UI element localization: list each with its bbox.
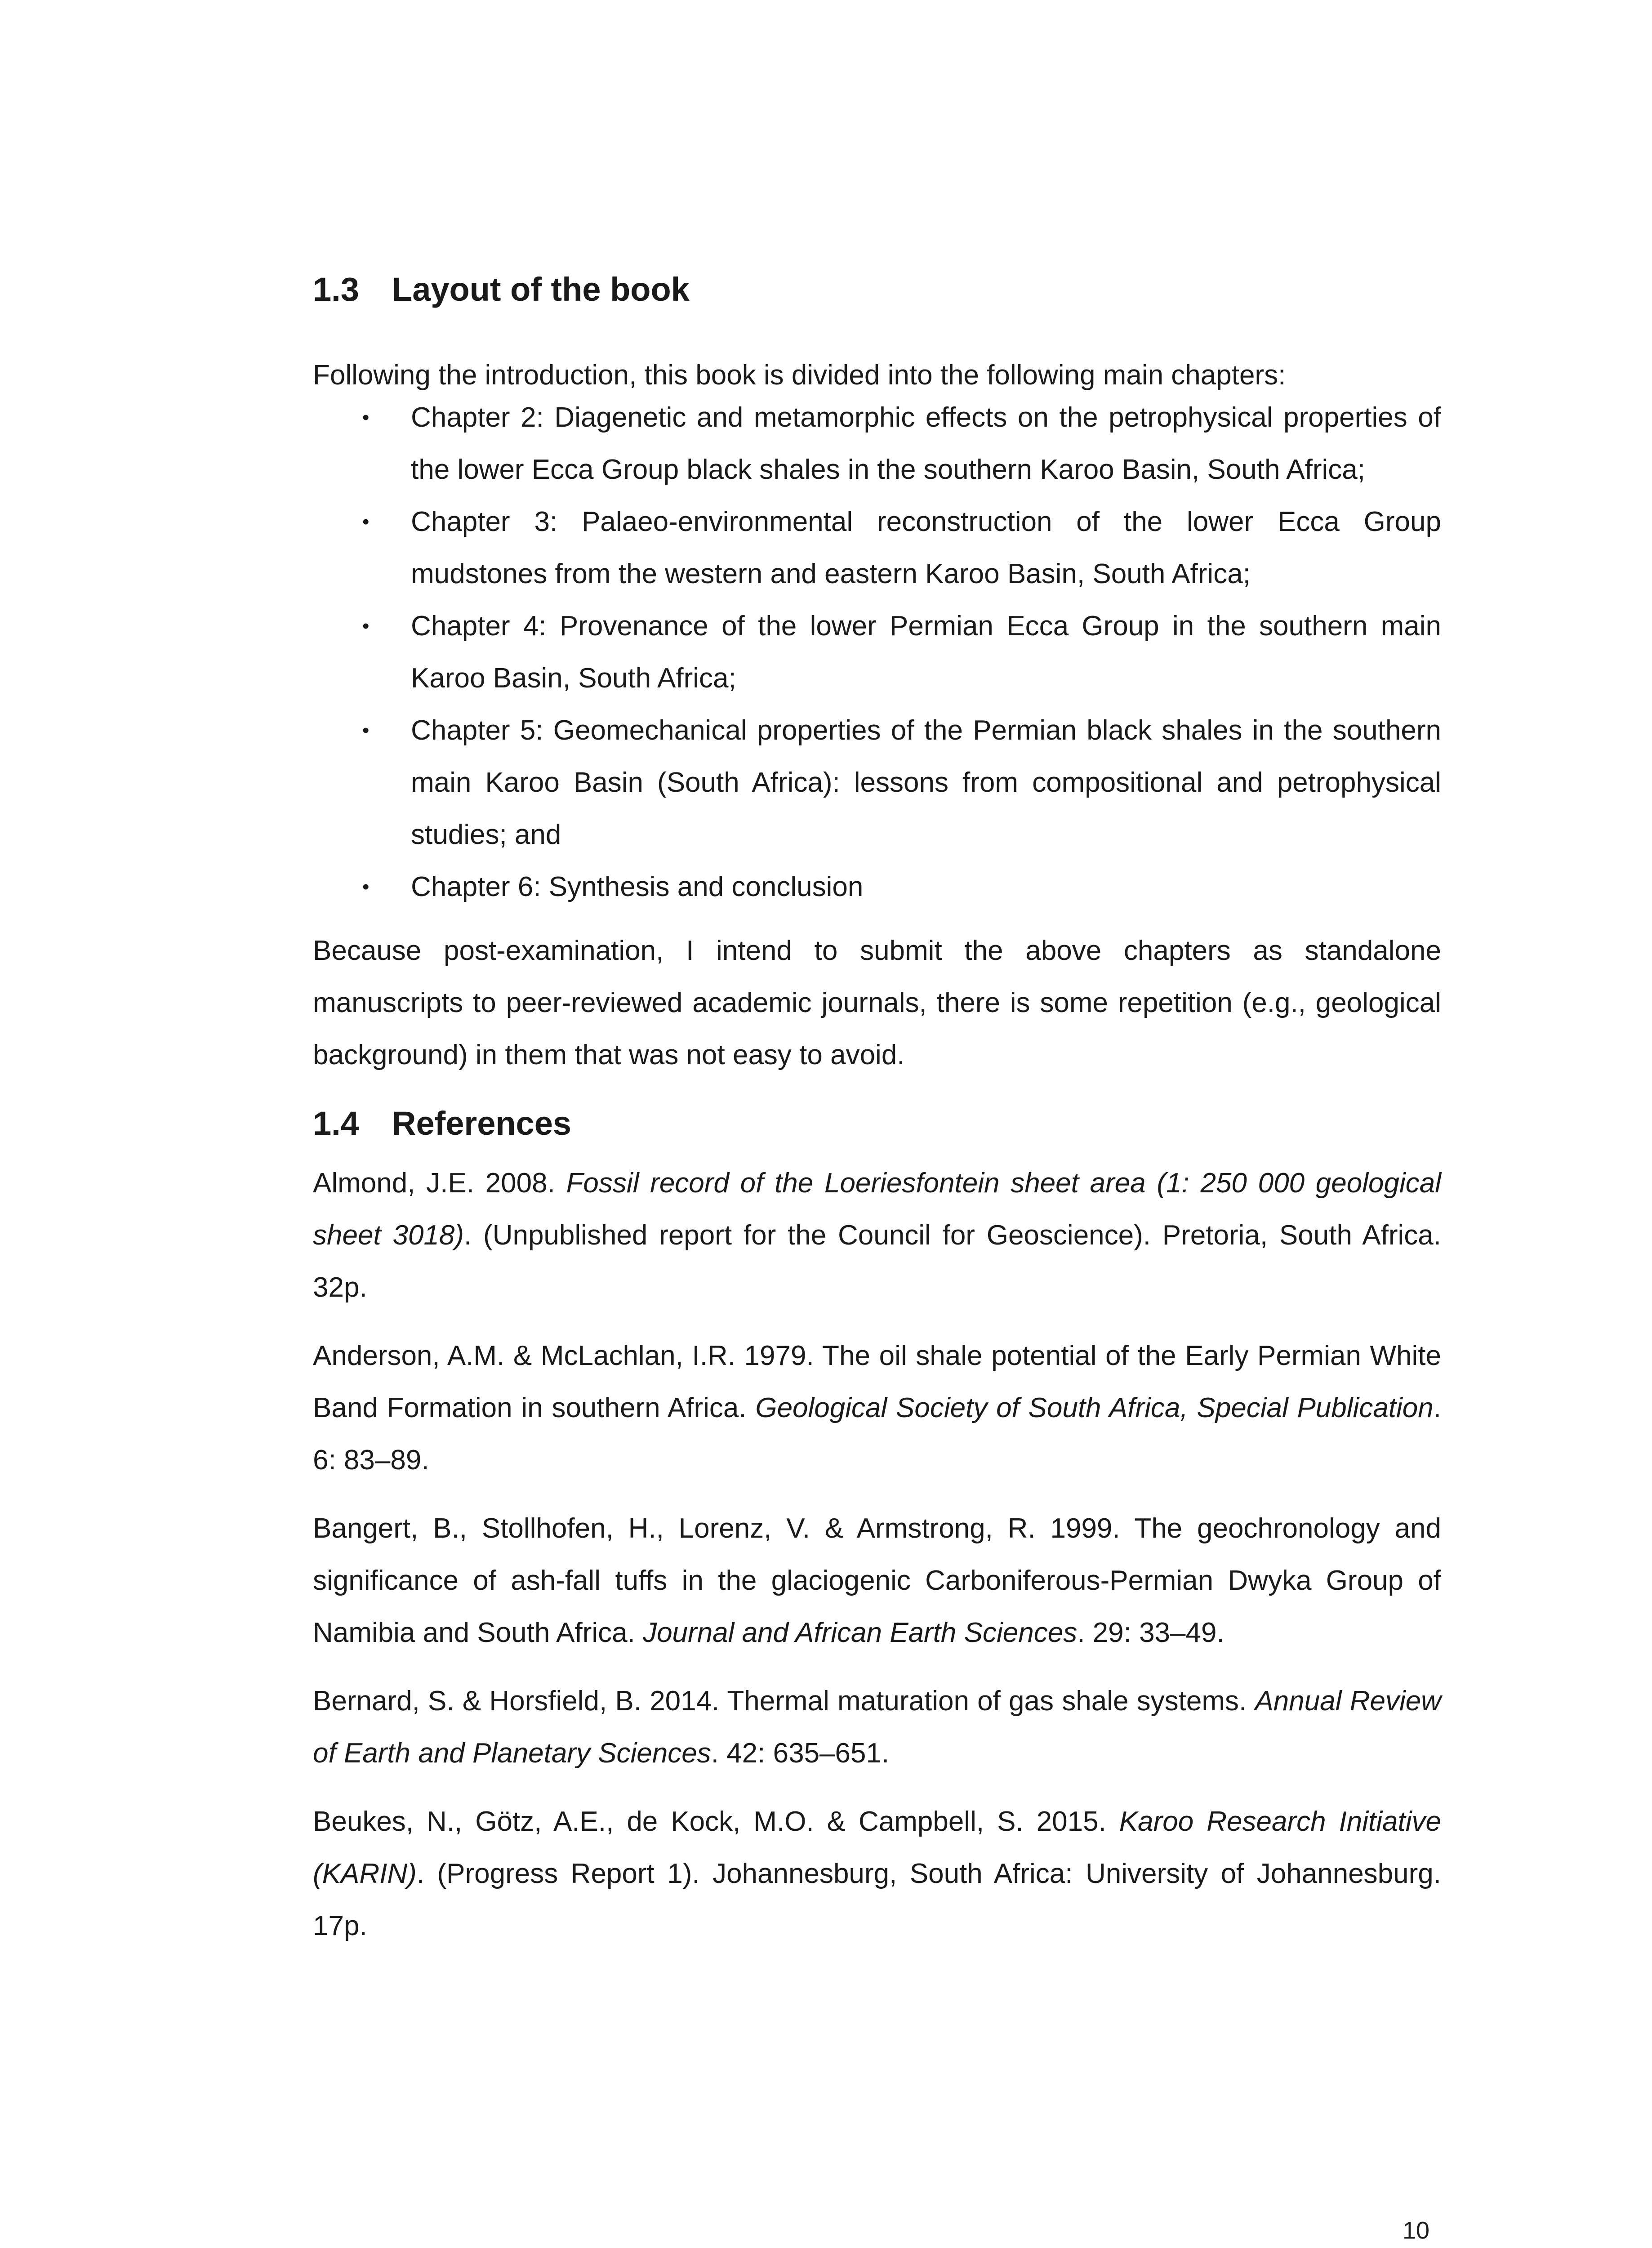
reference-title: Karoo Research Initiative (KARIN) [313,1806,1442,1889]
page-number: 10 [1403,2217,1430,2244]
reference-text: . (Progress Report 1). Johannesburg, South Africa: University of Johannesburg. 17p. [313,1858,1441,1941]
reference-text: Bernard, S. & Horsfield, B. 2014. Thermal maturation of gas shale systems. [313,1685,1255,1717]
reference-entry [313,1157,1441,1314]
bullet-icon: • [362,510,370,533]
chapter-text: Chapter 2: Diagenetic and metamorphic effects on the petrophysical properties of the lower Ecca Group black shales in the southern Karoo Basin, South Africa; [411,401,1441,485]
reference-entry [313,1675,1441,1780]
reference-text: Anderson, A.M. & McLachlan, I.R. 1979. The oil shale potential of the Early Permian White Band Formation in southern Africa. [313,1340,1441,1423]
reference-text: . 42: 635–651. [711,1737,890,1769]
chapter-text: Chapter 6: Synthesis and conclusion [411,871,864,902]
intro-paragraph: Following the introduction, this book is divided into the following main chapters: [313,359,1286,391]
list-item [313,705,1441,861]
reference-title: Annual Review of Earth and Planetary Sciences [313,1685,1441,1769]
section-heading-1-3 [313,270,1441,310]
bullet-icon: • [362,719,370,741]
reference-text: . (Unpublished report for the Council for Geoscience). Pretoria, South Africa. 32p. [313,1219,1441,1303]
list-item [313,861,1441,913]
chapter-text: Chapter 4: Provenance of the lower Permian Ecca Group in the southern main Karoo Basin, South Africa; [411,610,1441,694]
reference-entry [313,1330,1441,1486]
chapter-text: Chapter 5: Geomechanical properties of the Permian black shales in the southern main Karoo Basin (South Africa): lessons from compositional and petrophysical studies; and [411,714,1441,850]
bullet-icon: • [362,615,370,637]
reference-text: Beukes, N., Götz, A.E., de Kock, M.O. & Campbell, S. 2015. [313,1806,1119,1837]
bullet-icon: • [362,875,370,898]
section-heading-1-4 [313,1104,1441,1144]
reference-title: Geological Society of South Africa, Special Publication [755,1392,1434,1423]
bullet-icon: • [362,406,370,428]
list-item [313,496,1441,600]
chapter-text: Chapter 3: Palaeo-environmental reconstruction of the lower Ecca Group mudstones from the western and eastern Karoo Basin, South Africa; [411,506,1441,589]
reference-title: Fossil record of the Loeriesfontein sheet area (1: 250 000 geological sheet 3018) [313,1167,1441,1251]
page-content [313,270,1441,1968]
section-number: 1.4 [313,1104,359,1142]
section-title: References [392,1104,572,1142]
reference-list [313,1157,1441,1952]
reference-title: Journal and African Earth Sciences [643,1617,1078,1648]
section-title: Layout of the book [392,271,690,308]
reference-entry [313,1503,1441,1659]
reference-entry [313,1796,1441,1952]
reference-text: Bangert, B., Stollhofen, H., Lorenz, V. & Armstrong, R. 1999. The geochronology and significance of ash-fall tuffs in the glaciogenic Carboniferous-Permian Dwyka Group of Namibia and South Africa. [313,1512,1441,1648]
reference-text: . 29: 33–49. [1077,1617,1225,1648]
reference-text: Almond, J.E. 2008. [313,1167,566,1199]
list-item [313,600,1441,705]
reference-text: . 6: 83–89. [313,1392,1441,1476]
list-item [313,392,1441,496]
closing-paragraph: Because post-examination, I intend to submit the above chapters as standalone manuscripts to peer-reviewed academic journals, there is some repetition (e.g., geological background) in them that was not easy to avoid. [313,935,1441,1070]
chapter-list [313,392,1441,913]
section-number: 1.3 [313,271,359,308]
